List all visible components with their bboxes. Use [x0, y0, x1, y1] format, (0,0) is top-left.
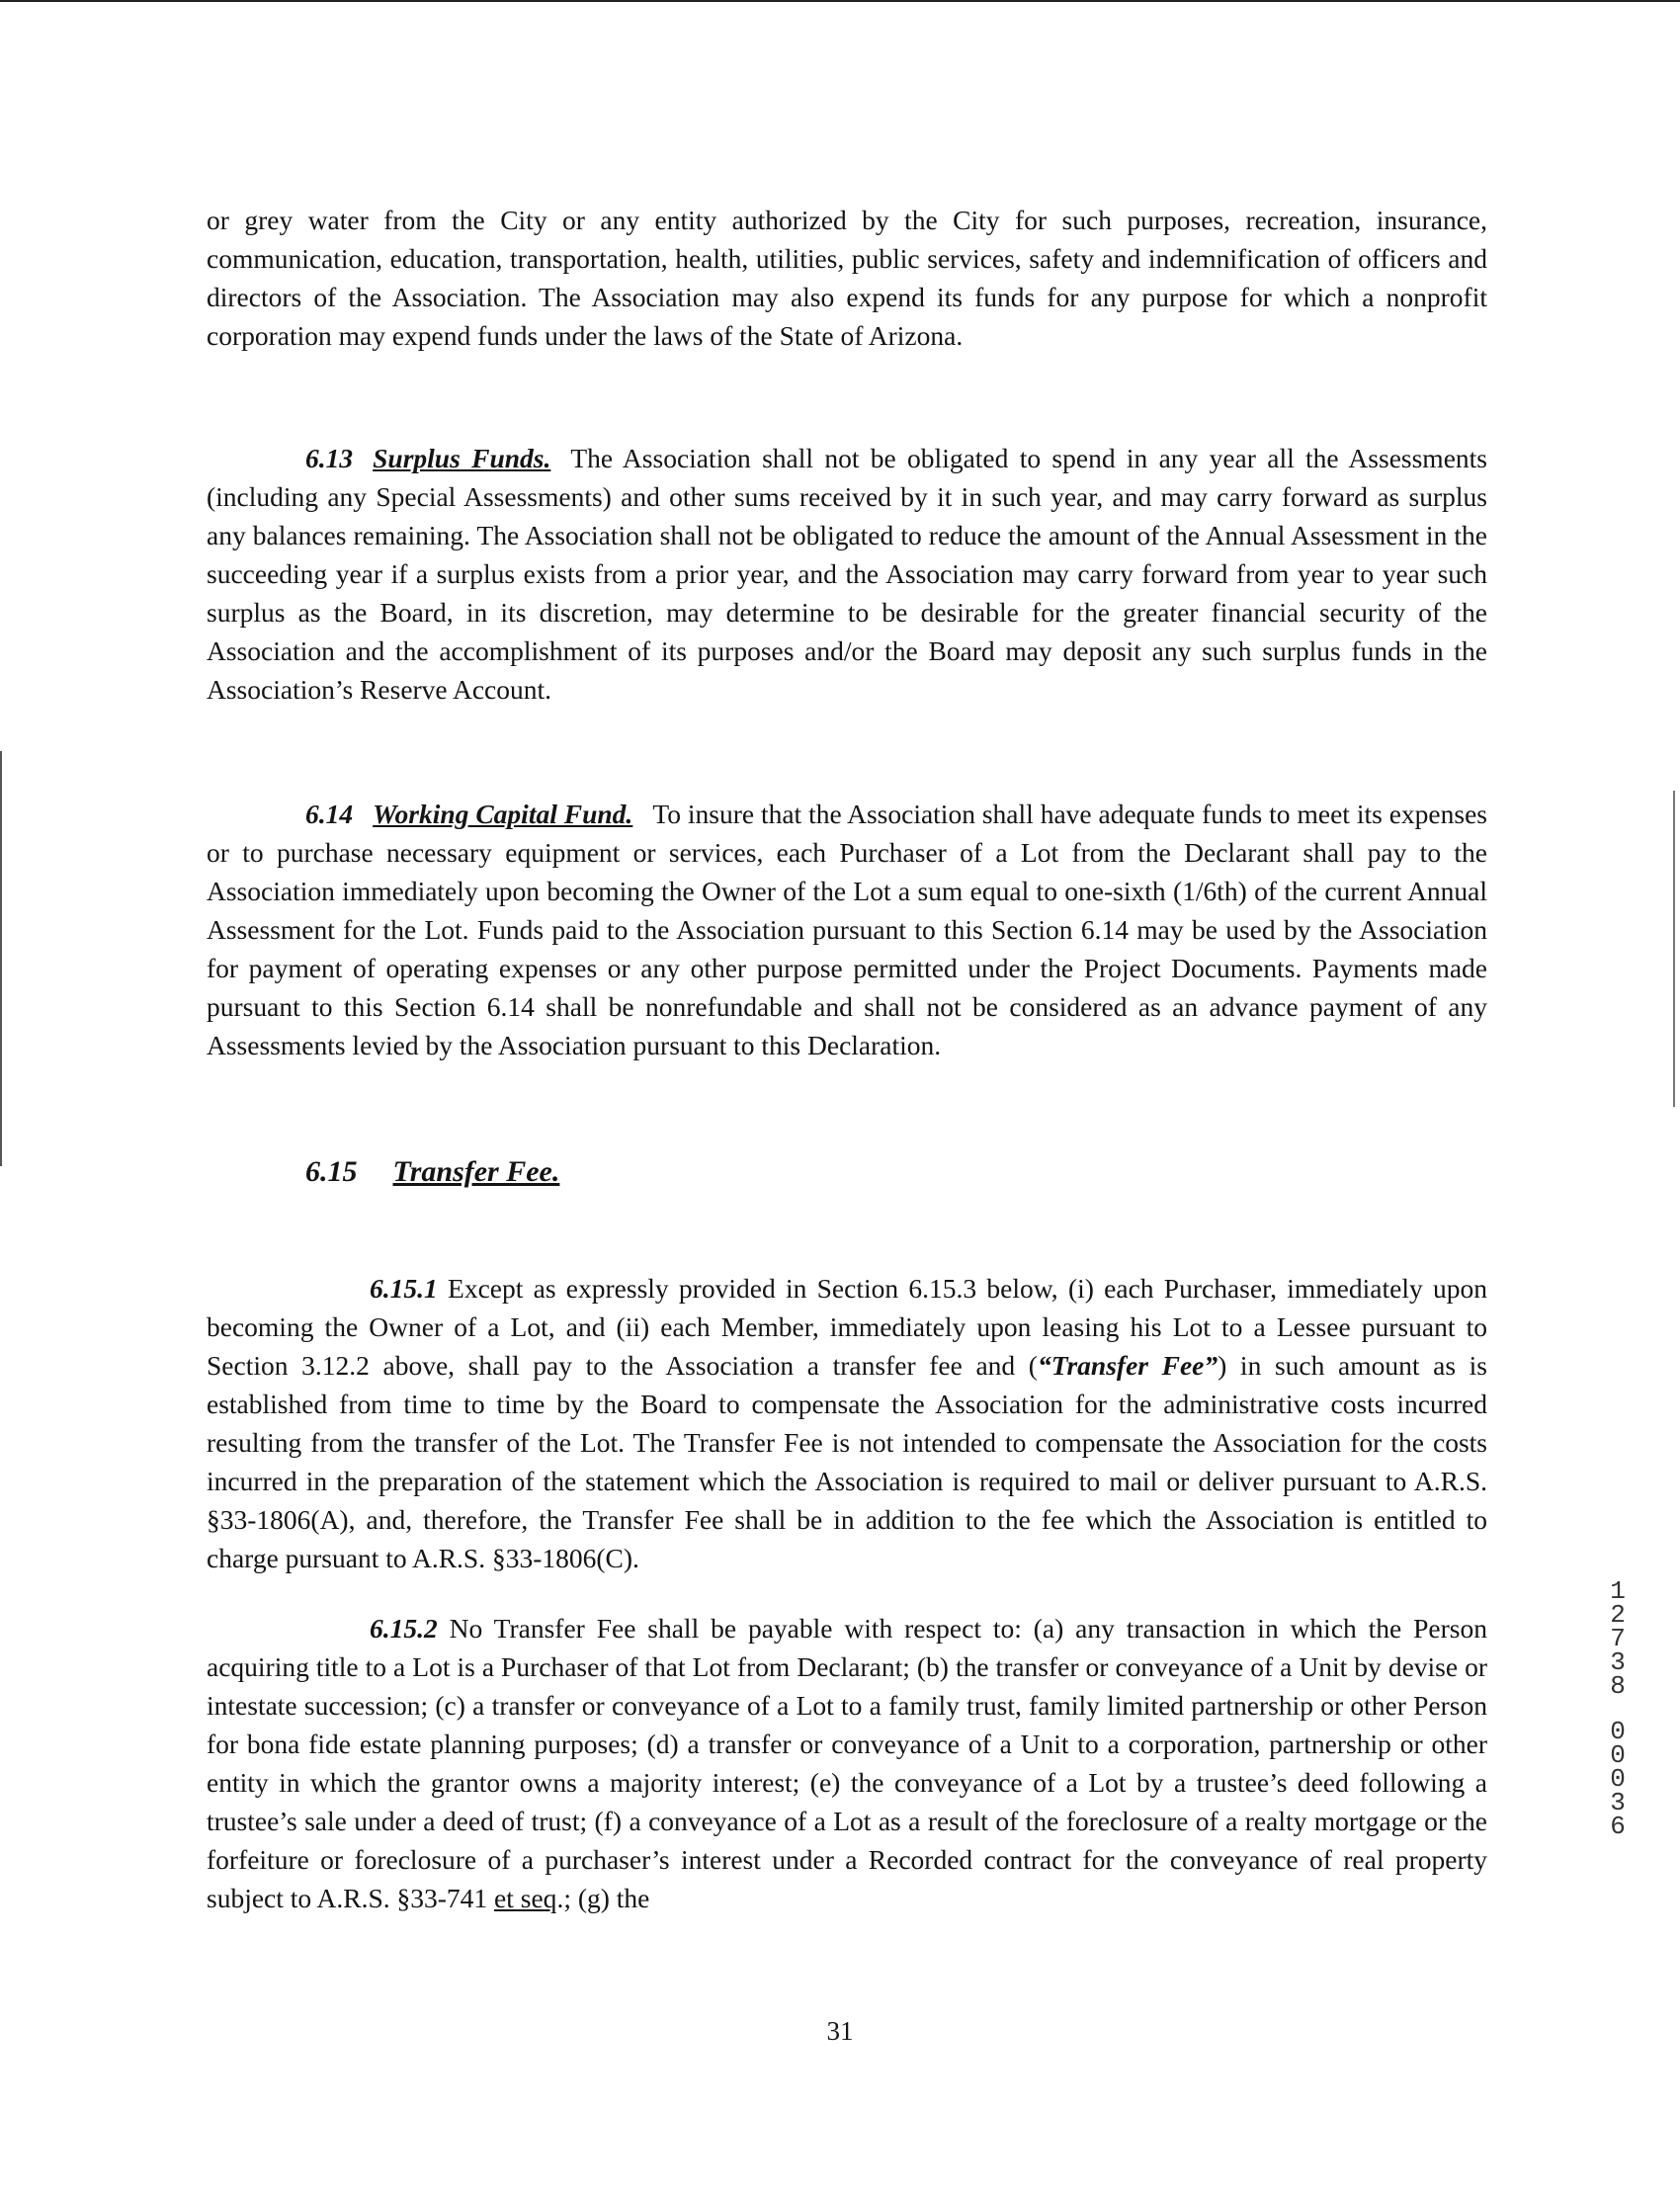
section-title: Transfer Fee. — [392, 1155, 560, 1188]
section-number: 6.15 — [305, 1155, 358, 1188]
subsection-text-before: No Transfer Fee shall be payable with respect to: (a) any transaction in which the Person acquiring title to a Lot is a Purchaser of that Lot from Declarant; (b) the transfer or conveyance of a Unit by devise or intestate succession; (c) a transfer or conveyance of a Lot to a family trust, family limited partnership or other Person for bona fide estate planning purposes; (d) a transfer or conveyance of a Unit to a corporation, partnership or other entity in which the grantor owns a majority interest; (e) the conveyance of a Lot by a trustee’s deed following a trustee’s sale under a deed of trust; (f) a conveyance of a Lot as a result of the foreclosure of a realty mortgage or the forfeiture or foreclosure of a purchaser’s interest under a Recorded contract for the conveyance of real property subject to A.R.S. §33-741 — [207, 1613, 1488, 1913]
section-number: 6.13 — [305, 443, 354, 473]
section-6-15-2 — [207, 1609, 1487, 1917]
subsection-text-before: Except as expressly provided in Section 6.15.3 below, (i) each Purchaser, immediately upon becoming the Owner of a Lot, and (ii) each Member, immediately upon leasing his Lot to a Lessee pursuant to Section 3.12.2 above, shall pay to the Association a transfer fee and ( — [207, 1273, 1487, 1381]
section-text: To insure that the Association shall have adequate funds to meet its expenses or to purchase necessary equipment or services, each Purchaser of a Lot from the Declarant shall pay to the Association immediately upon becoming the Owner of the Lot a sum equal to one-sixth (1/6th) of the current Annual Assessment for the Lot. Funds paid to the Association pursuant to this Section 6.14 may be used by the Association for payment of operating expenses or any other purpose permitted under the Project Documents. Payments made pursuant to this Section 6.14 shall be nonrefundable and shall not be considered as an advance payment of any Assessments levied by the Association pursuant to this Declaration. — [207, 799, 1487, 1060]
section-6-14 — [207, 795, 1487, 1064]
section-6-13 — [207, 439, 1487, 709]
intro-text: or grey water from the City or any entity authorized by the City for such purposes, recreation, insurance, communication, education, transportation, health, utilities, public services, safety and indemnification of officers and directors of the Association. The Association may also expend its funds for any purpose for which a nonprofit corporation may expend funds under the laws of the State of Arizona. — [207, 205, 1487, 351]
section-title: Surplus Funds. — [373, 443, 551, 473]
et-seq: et seq — [494, 1883, 557, 1913]
stamp-digit: 2 — [1610, 1600, 1626, 1630]
subsection-text-after: .; (g) the — [556, 1883, 650, 1913]
section-title: Working Capital Fund. — [373, 799, 633, 829]
subsection-number: 6.15.1 — [370, 1273, 438, 1304]
stamp-digit: 8 — [1610, 1671, 1626, 1701]
stamp-digit: 3 — [1610, 1788, 1626, 1817]
stamp-digit: 7 — [1610, 1624, 1626, 1653]
stamp-digit: 6 — [1610, 1812, 1626, 1841]
paragraph-intro — [207, 201, 1487, 355]
scan-edge-mark-right — [1673, 791, 1675, 1107]
stamp-digit: 0 — [1610, 1764, 1626, 1794]
section-text: The Association shall not be obligated to spend in any year all the Assessments (including any Special Assessments) and other sums received by it in such year, and may carry forward as surplus any balances remaining. The Association shall not be obligated to reduce the amount of the Annual Assessment in the succeeding year if a surplus exists from a prior year, and the Association may carry forward from year to year such surplus as the Board, in its discretion, may determine to be desirable for the greater financial security of the Association and the accomplishment of its purposes and/or the Board may deposit any such surplus funds in the Association’s Reserve Account. — [207, 443, 1487, 705]
defined-term: “Transfer Fee” — [1037, 1350, 1218, 1381]
page-number: 31 — [826, 2016, 854, 2046]
stamp-digit: 1 — [1610, 1576, 1626, 1606]
page-top-border — [0, 0, 1680, 2]
scan-edge-mark-left — [0, 751, 2, 1166]
section-6-15-heading — [207, 1152, 1487, 1191]
stamp-digit: 0 — [1610, 1717, 1626, 1746]
stamp-digit: 3 — [1610, 1647, 1626, 1677]
section-number: 6.14 — [305, 799, 354, 829]
stamp-digit: 0 — [1610, 1740, 1626, 1770]
recording-stamp — [1603, 1576, 1633, 1841]
subsection-number: 6.15.2 — [370, 1613, 438, 1644]
section-6-15-1 — [207, 1269, 1487, 1577]
subsection-text-after: ) in such amount as is established from time to time by the Board to compensate the Association for the administrative costs incurred resulting from the transfer of the Lot. The Transfer Fee is not intended to compensate the Association for the costs incurred in the preparation of the statement which the Association is required to mail or deliver pursuant to A.R.S. §33-1806(A), and, therefore, the Transfer Fee shall be in addition to the fee which the Association is entitled to charge pursuant to A.R.S. §33-1806(C). — [207, 1350, 1487, 1573]
